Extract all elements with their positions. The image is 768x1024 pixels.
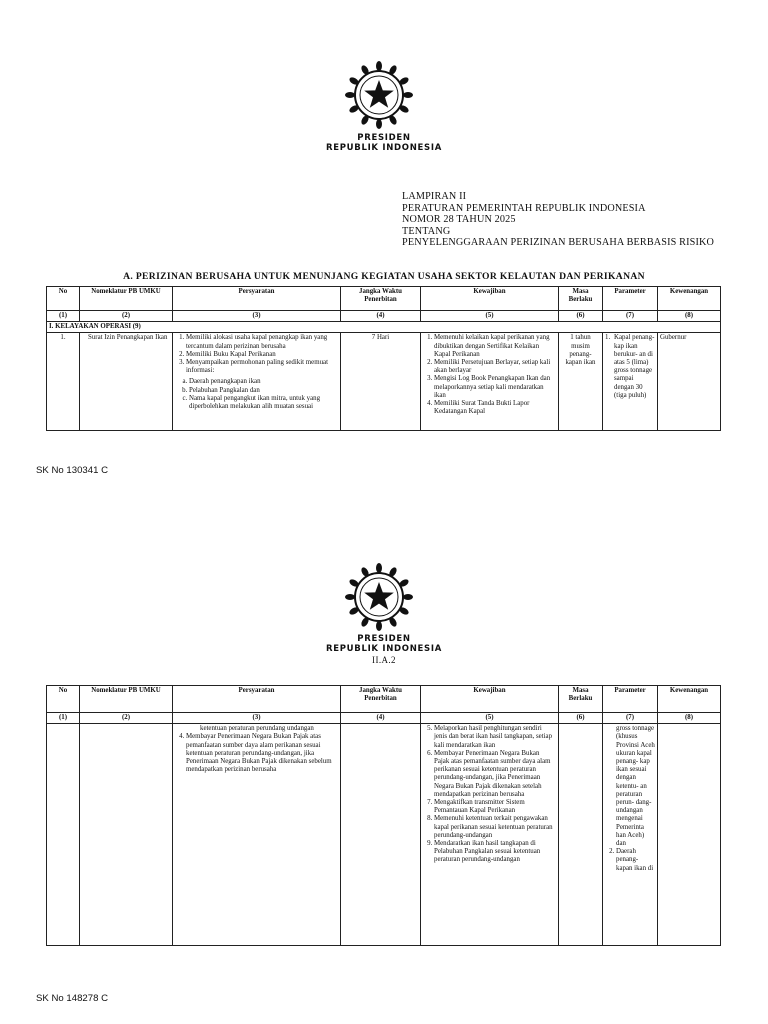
list-item: a. Daerah penangkapan ikan — [189, 378, 338, 386]
table-row — [47, 724, 721, 946]
column-number: (2) — [80, 713, 173, 724]
cell-nomenklatur: Surat Izin Penangkapan Ikan — [80, 333, 173, 431]
page-number: II.A.2 — [372, 655, 396, 665]
column-number: (8) — [658, 311, 721, 322]
cell-nomenklatur — [80, 724, 173, 946]
cell-masa-berlaku: 1 tahun musim penang- kapan ikan — [559, 333, 603, 431]
column-number: (3) — [173, 311, 341, 322]
list-item: 4. Memiliki Surat Tanda Bukti Lapor Kedatangan Kapal — [434, 400, 556, 416]
garuda-emblem-icon — [340, 558, 418, 636]
list-item: 3. Mengisi Log Book Penangkapan Ikan dan melaporkannya setiap kali mendaratkan ikan — [434, 375, 556, 400]
list-item: c. Nama kapal pengangkut ikan mitra, untuk yang diperbolehkan melakukan alih muatan sesuai — [189, 395, 338, 411]
list-item: 4. Membayar Penerimaan Negara Bukan Pajak atas pemanfaatan sumber daya alam perikanan sesuai ketentuan peraturan perundang-undangan, jika Penerimaan Negara Bukan Pajak dikenakan sebelum mendapatkan perizinan berusaha — [186, 733, 338, 774]
cell-parameter — [603, 333, 658, 431]
list-item: 5. Melaporkan hasil penghitungan sendiri jenis dan berat ikan hasil tangkapan, setiap kali mendaratkan ikan — [434, 725, 556, 750]
list-item: 1. Memenuhi kelaikan kapal perikanan yang dibuktikan dengan Sertifikat Kelaikan Kapal Perikanan — [434, 334, 556, 359]
garuda-emblem-icon — [340, 56, 418, 134]
header-kewenangan: Kewenangan — [658, 686, 721, 713]
list-item: 2. Memiliki Buku Kapal Perikanan — [186, 351, 338, 359]
licensing-table — [46, 286, 721, 431]
cell-jangka-waktu — [341, 724, 421, 946]
section-title: A. PERIZINAN BERUSAHA UNTUK MENUNJANG KEGIATAN USAHA SEKTOR KELAUTAN DAN PERIKANAN — [123, 271, 645, 282]
list-number: 1. — [605, 334, 611, 342]
column-number: (4) — [341, 311, 421, 322]
header-nomenklatur: Nomeklatur PB UMKU — [80, 287, 173, 311]
cell-kewajiban — [421, 724, 559, 946]
column-number: (7) — [603, 713, 658, 724]
lampiran-line: LAMPIRAN II — [402, 191, 467, 202]
column-number: (3) — [173, 713, 341, 724]
header-nomenklatur: Nomeklatur PB UMKU — [80, 686, 173, 713]
institution-line-1: PRESIDEN — [357, 133, 411, 143]
institution-line-1: PRESIDEN — [357, 634, 411, 644]
cell-no: 1. — [47, 333, 80, 431]
lampiran-line: TENTANG — [402, 225, 451, 237]
header-masa-berlaku: Masa Berlaku — [559, 287, 603, 311]
table-number-row — [47, 311, 721, 322]
institution-name — [0, 634, 768, 654]
cell-persyaratan — [173, 333, 341, 431]
table-row — [47, 333, 721, 431]
list-item: b. Pelabuhan Pangkalan dan — [189, 387, 338, 395]
header-kewajiban: Kewajiban — [421, 287, 559, 311]
column-number: (6) — [559, 713, 603, 724]
column-number: (6) — [559, 311, 603, 322]
column-number: (5) — [421, 713, 559, 724]
cell-no — [47, 724, 80, 946]
cell-parameter — [603, 724, 658, 946]
cell-masa-berlaku — [559, 724, 603, 946]
institution-line-2: REPUBLIK INDONESIA — [325, 143, 443, 153]
header-parameter: Parameter — [603, 287, 658, 311]
list-item: 1. Memiliki alokasi usaha kapal penangkap ikan yang tercantum dalam perizinan berusaha — [186, 334, 338, 350]
column-number: (1) — [47, 713, 80, 724]
table-header-row — [47, 287, 721, 311]
header-kewajiban: Kewajiban — [421, 686, 559, 713]
header-parameter: Parameter — [603, 686, 658, 713]
sk-number: SK No 130341 C — [36, 465, 108, 476]
institution-name — [0, 133, 768, 153]
cell-kewenangan: Gubernur — [658, 333, 721, 431]
lampiran-line: PENYELENGGARAAN PERIZINAN BERUSAHA BERBASIS RISIKO — [402, 237, 715, 249]
document-page-1 — [0, 0, 768, 500]
header-no: No — [47, 287, 80, 311]
institution-line-2: REPUBLIK INDONESIA — [325, 644, 443, 654]
list-item: 2. Daerah penang- kapan ikan di — [616, 848, 655, 873]
licensing-table — [46, 685, 721, 946]
cell-jangka-waktu: 7 Hari — [341, 333, 421, 431]
persyaratan-continued: ketentuan peraturan perundang undangan — [200, 725, 314, 733]
lampiran-line: NOMOR 28 TAHUN 2025 — [402, 214, 516, 226]
parameter-continued: gross tonnage (khusus Provinsi Aceh ukuran kapal penang- kap ikan sesuai dengan ketentu- an peraturan perun- dang- undangan mengenai Pemerinta han Aceh) dan — [616, 725, 655, 848]
table-header-row — [47, 686, 721, 713]
document-page-2 — [0, 500, 768, 1024]
cell-kewajiban — [421, 333, 559, 431]
column-number: (5) — [421, 311, 559, 322]
column-number: (2) — [80, 311, 173, 322]
parameter-text: Kapal penang- kap ikan berukur- an di atas 5 (lima) gross tonnage sampai dengan 30 (tiga puluh) — [614, 334, 655, 399]
column-number: (4) — [341, 713, 421, 724]
column-number: (1) — [47, 311, 80, 322]
header-jangka-waktu: Jangka Waktu Penerbitan — [341, 686, 421, 713]
cell-persyaratan — [173, 724, 341, 946]
group-title: I. KELAYAKAN OPERASI (9) — [47, 322, 721, 333]
column-number: (7) — [603, 311, 658, 322]
header-kewenangan: Kewenangan — [658, 287, 721, 311]
header-persyaratan: Persyaratan — [173, 287, 341, 311]
header-persyaratan: Persyaratan — [173, 686, 341, 713]
list-item: 3. Menyampaikan permohonan paling sedikit memuat informasi: — [186, 359, 338, 375]
list-item: 2. Memiliki Persetujuan Berlayar, setiap kali akan berlayar — [434, 359, 556, 375]
column-number: (8) — [658, 713, 721, 724]
list-item: 9. Mendaratkan ikan hasil tangkapan di Pelabuhan Pangkalan sesuai ketentuan peraturan perundang-undangan — [434, 840, 556, 865]
header-jangka-waktu: Jangka Waktu Penerbitan — [341, 287, 421, 311]
list-item: 6. Membayar Penerimaan Negara Bukan Pajak atas pemanfaatan sumber daya alam perikanan sesuai ketentuan peraturan perundang-undangan, jika Penerimaan Negara Bukan Pajak dikenakan setelah mendapatkan perizinan berusaha — [434, 750, 556, 799]
lampiran-block — [402, 191, 714, 249]
table-number-row — [47, 713, 721, 724]
lampiran-line: PERATURAN PEMERINTAH REPUBLIK INDONESIA — [402, 202, 646, 214]
cell-kewenangan — [658, 724, 721, 946]
group-row — [47, 322, 721, 333]
list-item: 7. Mengaktifkan transmitter Sistem Pemantauan Kapal Perikanan — [434, 799, 556, 815]
header-no: No — [47, 686, 80, 713]
header-masa-berlaku: Masa Berlaku — [559, 686, 603, 713]
sk-number: SK No 148278 C — [36, 993, 108, 1004]
list-item: 8. Memenuhi ketentuan terkait pengawakan kapal perikanan sesuai ketentuan peraturan perundang-undangan — [434, 815, 556, 840]
